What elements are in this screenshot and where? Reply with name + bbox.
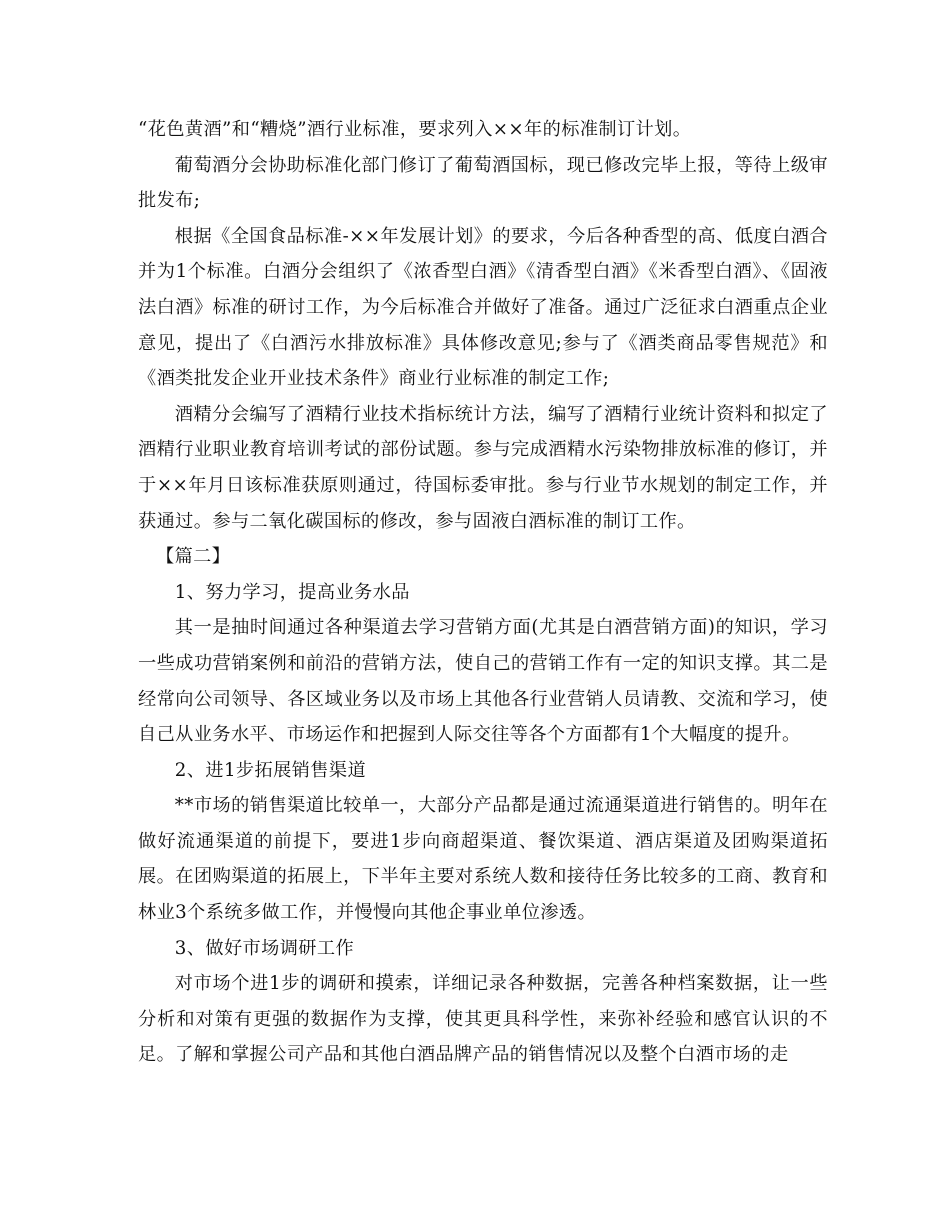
document-page <box>138 112 828 1073</box>
paragraph-1: “花色黄酒”和“糟烧”酒行业标准，要求列入××年的标准制订计划。 <box>138 119 692 140</box>
paragraph-4: 酒精分会编写了酒精行业技术指标统计方法，编写了酒精行业统计资料和拟定了酒精行业职业教育培训考试的部份试题。参与完成酒精水污染物排放标准的修订，并于××年月日该标准获原则通过，待国标委审批。参与行业节水规划的制定工作，并获通过。参与二氧化碳国标的修改，参与固液白酒标准的制订工作。 <box>138 403 828 532</box>
paragraph-2: 葡萄酒分会协助标准化部门修订了葡萄酒国标，现已修改完毕上报，等待上级审批发布; <box>138 154 828 212</box>
paragraph-7: 对市场个进1步的调研和摸索，详细记录各种数据，完善各种档案数据，让一些分析和对策有更强的数据作为支撑，使其更具科学性，来弥补经验和感官认识的不足。了解和掌握公司产品和其他白酒品牌产品的销售情况以及整个白酒市场的走 <box>138 973 828 1066</box>
paragraph-5: 其一是抽时间通过各种渠道去学习营销方面(尤其是白酒营销方面)的知识，学习一些成功营销案例和前沿的营销方法，使自己的营销工作有一定的知识支撑。其二是经常向公司领导、各区域业务以及市场上其他各行业营销人员请教、交流和学习，使自己从业务水平、市场运作和把握到人际交往等各个方面都有1个大幅度的提升。 <box>138 617 828 746</box>
paragraph-6: **市场的销售渠道比较单一，大部分产品都是通过流通渠道进行销售的。明年在做好流通渠道的前提下，要进1步向商超渠道、餐饮渠道、酒店渠道及团购渠道拓展。在团购渠道的拓展上，下半年主要对系统人数和接待任务比较多的工商、教育和林业3个系统多做工作，并慢慢向其他企事业单位渗透。 <box>138 795 828 924</box>
section-heading: 【篇二】 <box>156 546 231 568</box>
subheading-3: 3、做好市场调研工作 <box>174 937 355 959</box>
paragraph-3: 根据《全国食品标准-××年发展计划》的要求，今后各种香型的高、低度白酒合并为1个标准。白酒分会组织了《浓香型白酒》《清香型白酒》《米香型白酒》、《固液法白酒》标准的研讨工作，为今后标准合并做好了准备。通过广泛征求白酒重点企业意见，提出了《白酒污水排放标准》具体修改意见;参与了《酒类商品零售规范》和《酒类批发企业开业技术条件》商业行业标准的制定工作; <box>138 225 828 390</box>
subheading-1: 1、努力学习，提高业务水品 <box>174 581 410 603</box>
subheading-2: 2、进1步拓展销售渠道 <box>174 759 367 781</box>
